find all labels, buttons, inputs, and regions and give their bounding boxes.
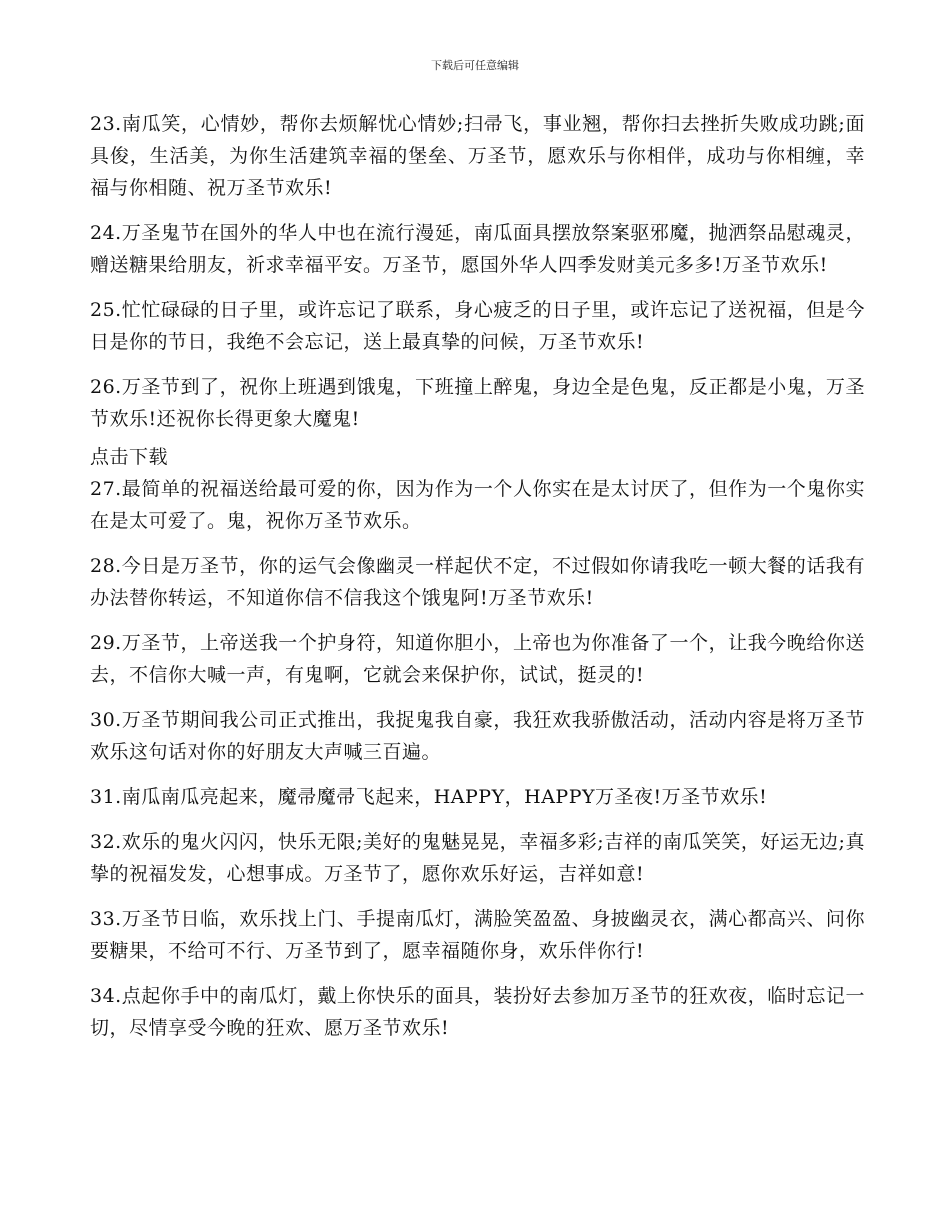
paragraph-text: 万圣节期间我公司正式推出，我捉鬼我自豪，我狂欢我骄傲活动，活动内容是将万圣节欢乐这句话对你的好朋友大声喊三百遍。: [90, 709, 865, 763]
paragraph-text: 万圣节日临，欢乐找上门、手提南瓜灯，满脸笑盈盈、身披幽灵衣，满心都高兴、问你要糖果，不给可不行、万圣节到了，愿幸福随你身，欢乐伴你行!: [90, 908, 865, 962]
paragraph-33: [90, 903, 865, 967]
paragraph-number: 25.: [90, 299, 122, 321]
paragraph-number: 28.: [90, 555, 122, 577]
paragraph-30: [90, 704, 865, 768]
paragraph-24: [90, 217, 865, 281]
document-body: [90, 108, 865, 1057]
paragraph-text: 万圣节到了，祝你上班遇到饿鬼，下班撞上醉鬼，身边全是色鬼，反正都是小鬼，万圣节欢乐!还祝你长得更象大魔鬼!: [90, 376, 865, 430]
paragraph-25: [90, 294, 865, 358]
paragraph-number: 32.: [90, 831, 122, 853]
paragraph-text: 忙忙碌碌的日子里，或许忘记了联系，身心疲乏的日子里，或许忘记了送祝福，但是今日是你的节日，我绝不会忘记，送上最真挚的问候，万圣节欢乐!: [90, 299, 865, 353]
paragraph-number: 24.: [90, 222, 122, 244]
paragraph-number: 34.: [90, 985, 122, 1007]
paragraph-number: 30.: [90, 709, 122, 731]
paragraph-text: 南瓜南瓜亮起来，魔帚魔帚飞起来，HAPPY，HAPPY万圣夜!万圣节欢乐!: [121, 786, 768, 808]
paragraph-text: 万圣鬼节在国外的华人中也在流行漫延，南瓜面具摆放祭案驱邪魔，抛洒祭品慰魂灵，赠送糖果给朋友，祈求幸福平安。万圣节，愿国外华人四季发财美元多多!万圣节欢乐!: [90, 222, 865, 276]
page-header: 下载后可任意编辑: [431, 59, 519, 72]
paragraph-26: [90, 371, 865, 435]
paragraph-number: 27.: [90, 478, 122, 500]
paragraph-number: 31.: [90, 786, 122, 808]
paragraph-28: [90, 550, 865, 614]
paragraph-text: 最简单的祝福送给最可爱的你，因为作为一个人你实在是太讨厌了，但作为一个鬼你实在是太可爱了。鬼，祝你万圣节欢乐。: [90, 478, 865, 532]
paragraph-text: 欢乐的鬼火闪闪，快乐无限;美好的鬼魅晃晃，幸福多彩;吉祥的南瓜笑笑，好运无边;真挚的祝福发发，心想事成。万圣节了，愿你欢乐好运，吉祥如意!: [90, 831, 865, 885]
paragraph-34: [90, 980, 865, 1044]
paragraph-29: [90, 627, 865, 691]
paragraph-32: [90, 826, 865, 890]
paragraph-number: 23.: [90, 113, 122, 135]
download-link[interactable]: 点击下载: [90, 446, 169, 468]
paragraph-text: 点起你手中的南瓜灯，戴上你快乐的面具，装扮好去参加万圣节的狂欢夜，临时忘记一切，尽情享受今晚的狂欢、愿万圣节欢乐!: [90, 985, 865, 1039]
paragraph-number: 33.: [90, 908, 122, 930]
paragraph-23: [90, 108, 865, 204]
paragraph-text: 万圣节，上帝送我一个护身符，知道你胆小，上帝也为你准备了一个，让我今晚给你送去，不信你大喊一声，有鬼啊，它就会来保护你，试试，挺灵的!: [90, 632, 865, 686]
paragraph-number: 26.: [90, 376, 122, 398]
paragraph-text: 今日是万圣节，你的运气会像幽灵一样起伏不定，不过假如你请我吃一顿大餐的话我有办法替你转运，不知道你信不信我这个饿鬼阿!万圣节欢乐!: [90, 555, 865, 609]
paragraph-number: 29.: [90, 632, 122, 654]
paragraph-31: [90, 781, 865, 813]
paragraph-text: 南瓜笑，心情妙，帮你去烦解忧心情妙;扫帚飞，事业翘，帮你扫去挫折失败成功跳;面具俊，生活美，为你生活建筑幸福的堡垒、万圣节，愿欢乐与你相伴，成功与你相缠，幸福与你相随、祝万圣节欢乐!: [90, 113, 865, 199]
paragraph-27: [90, 473, 865, 537]
